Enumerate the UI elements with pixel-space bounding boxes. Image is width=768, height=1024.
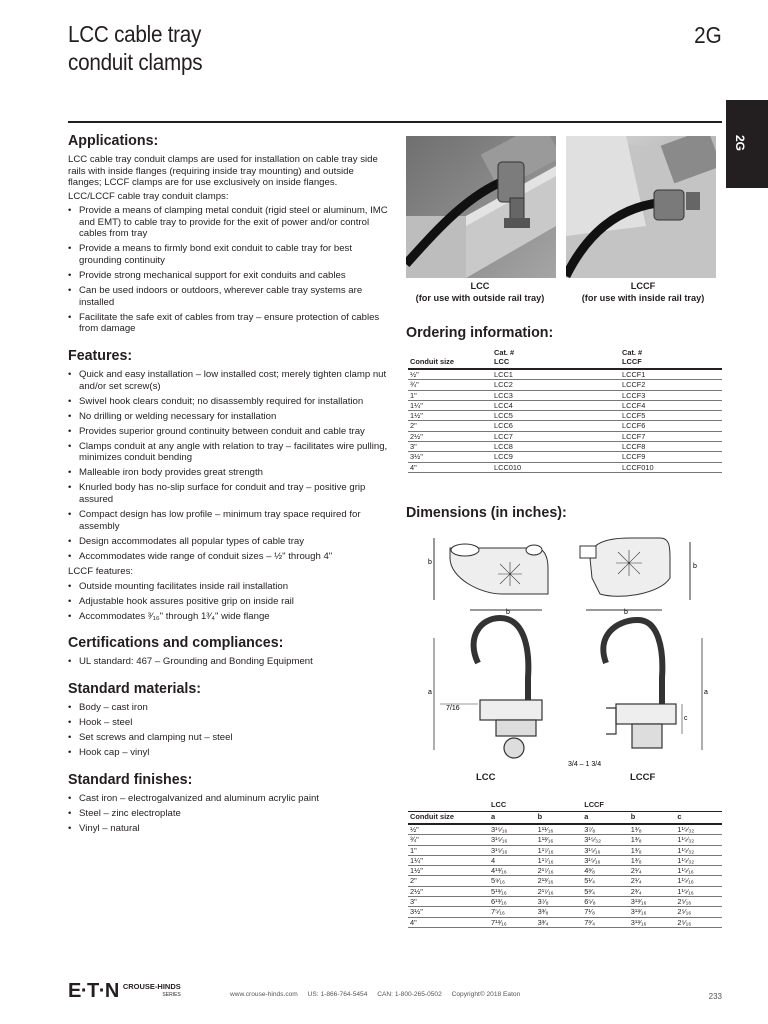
dimensions-table <box>408 800 722 928</box>
table-cell: LCC7 <box>492 431 620 441</box>
can-phone: CAN: 1-800-265-0502 <box>377 991 442 998</box>
lcc-caption-title: LCC <box>470 281 490 291</box>
table-cell: 2¹⁄₄ <box>629 866 676 876</box>
table-cell: 2³⁄₄ <box>629 886 676 896</box>
table-cell: LCC010 <box>492 462 620 472</box>
list-item: • Knurled body has no-slip surface for conduit and tray – positive grip assured <box>68 482 388 505</box>
dim-b-label: b <box>428 559 432 566</box>
lcc-product-photo <box>406 136 556 278</box>
table-cell: LCCF8 <box>620 442 722 452</box>
table-cell: 3¹⁵⁄₁₆ <box>582 855 629 865</box>
table-cell: LCCF9 <box>620 452 722 462</box>
us-phone: US: 1-866-764-5454 <box>307 991 368 998</box>
column-header-lccf-line-2: LCCF <box>622 357 642 366</box>
list-item: • Malleable iron body provides great strength <box>68 467 388 479</box>
list-item: • Quick and easy installation – low installed cost; merely tighten clamp nut and/or set screw(s) <box>68 369 388 392</box>
website-link[interactable]: www.crouse-hinds.com <box>230 991 298 998</box>
table-cell: 1" <box>408 390 492 400</box>
table-cell: 3⁷⁄₈ <box>536 897 583 907</box>
table-cell: 1¹⁵⁄₁₆ <box>675 866 722 876</box>
table-cell: 1³⁄₈ <box>629 845 676 855</box>
table-cell: 1³⁄₈ <box>629 855 676 865</box>
dim-a-label: a <box>704 689 708 696</box>
list-item: • Hook cap – vinyl <box>68 747 388 759</box>
dim-range-label: 3/4 – 1 3/4 <box>568 761 602 768</box>
list-item: • Accommodates ³⁄₁₆" through 1³⁄₄" wide flange <box>68 611 388 623</box>
left-column <box>68 128 388 846</box>
table-cell: 1¹⁵⁄₃₂ <box>675 835 722 845</box>
table-cell: 2½" <box>408 431 492 441</box>
page-footer <box>68 979 722 1002</box>
table-cell: 7¹³⁄₁₆ <box>489 917 536 927</box>
table-cell: LCC1 <box>492 369 620 380</box>
title-divider <box>68 121 722 123</box>
table-cell: 1¼" <box>408 400 492 410</box>
list-item: • Facilitate the safe exit of cables from tray – ensure protection of cables from damage <box>68 312 388 335</box>
crouse-hinds-name: CROUSE-HINDS <box>122 982 181 991</box>
table-cell: 2¹⁷⁄₁₆ <box>536 866 583 876</box>
list-item: • UL standard: 467 – Grounding and Bonding Equipment <box>68 656 388 668</box>
table-cell: LCC5 <box>492 411 620 421</box>
table-cell: 7⁵⁄₁₆ <box>489 907 536 917</box>
footer-contact <box>230 991 528 998</box>
page-title-line-2: conduit clamps <box>68 49 203 75</box>
eaton-wordmark: E·T·N <box>68 979 119 1002</box>
list-item: • Adjustable hook assures positive grip on inside rail <box>68 596 388 608</box>
table-row <box>408 411 722 421</box>
table-cell: LCCF010 <box>620 462 722 472</box>
table-row <box>408 866 722 876</box>
dim-7-16-label: 7/16 <box>446 705 460 712</box>
table-row <box>408 917 722 927</box>
table-cell: 3¹³⁄₁₆ <box>629 897 676 907</box>
column-header-conduit-size: Conduit size <box>410 357 454 366</box>
dim-a-label: a <box>428 689 432 696</box>
dimension-drawings <box>420 528 720 788</box>
table-cell: 3½" <box>408 452 492 462</box>
lccf-drawing-label: LCCF <box>630 772 656 783</box>
applications-intro: LCC cable tray conduit clamps are used for installation on cable tray side rails with inside flanges (requiring inside tray mounting) and outside flanges; LCCF clamps are for use exclusively on inside flanges. <box>68 154 378 189</box>
table-row <box>408 390 722 400</box>
applications-list-intro: LCC/LCCF cable tray conduit clamps: <box>68 191 229 203</box>
table-cell: 1¹⁵⁄₃₂ <box>675 824 722 835</box>
table-row <box>408 452 722 462</box>
table-cell: 2⁵⁄₁₆ <box>675 907 722 917</box>
table-cell: 2¹⁄₄ <box>629 876 676 886</box>
lccf-side-view <box>580 538 690 610</box>
materials-list <box>68 702 388 759</box>
list-item: • Clamps conduit at any angle with relation to tray – facilitates wire pulling, minimizes conduit bending <box>68 441 388 464</box>
table-cell: 1¼" <box>408 855 489 865</box>
applications-heading: Applications: <box>68 132 159 149</box>
lccf-features-intro: LCCF features: <box>68 565 134 577</box>
table-row <box>408 845 722 855</box>
table-cell: 1¹⁵⁄₁₆ <box>675 886 722 896</box>
column-header-lccf <box>620 348 722 369</box>
table-cell: 3³⁄₄ <box>536 917 583 927</box>
dim-b-label: b <box>624 609 628 616</box>
page-number: 233 <box>708 992 722 1001</box>
column-header-b: b <box>630 812 636 821</box>
dim-group-lcc: LCC <box>489 800 582 812</box>
table-cell: LCC3 <box>492 390 620 400</box>
table-cell: LCCF5 <box>620 411 722 421</box>
table-row <box>408 421 722 431</box>
table-row <box>408 907 722 917</box>
finishes-heading: Standard finishes: <box>68 770 193 788</box>
table-cell: 5¹⁄₄ <box>582 876 629 886</box>
table-cell: ¾" <box>408 835 489 845</box>
table-cell: 1½" <box>408 411 492 421</box>
lccf-caption-detail: (for use with inside rail tray) <box>581 293 705 303</box>
list-item: • Can be used indoors or outdoors, wherever cable tray systems are installed <box>68 285 388 308</box>
finishes-list <box>68 793 388 835</box>
features-heading: Features: <box>68 347 133 365</box>
table-cell: LCCF3 <box>620 390 722 400</box>
lcc-drawing-label: LCC <box>476 772 496 783</box>
table-cell: 5⁹⁄₁₆ <box>489 876 536 886</box>
table-cell: LCC8 <box>492 442 620 452</box>
page-title <box>68 20 202 76</box>
side-tab-label: 2G <box>733 134 748 152</box>
finishes-section <box>68 771 388 835</box>
table-cell: LCCF4 <box>620 400 722 410</box>
table-cell: 2½" <box>408 886 489 896</box>
table-cell: LCC6 <box>492 421 620 431</box>
lccf-front-view <box>603 620 702 750</box>
certifications-heading: Certifications and compliances: <box>68 634 284 652</box>
table-cell: 1¹⁵⁄₃₂ <box>675 845 722 855</box>
table-cell: 6⁵⁄₈ <box>582 897 629 907</box>
table-cell: ½" <box>408 824 489 835</box>
table-cell: LCCF1 <box>620 369 722 380</box>
table-cell: 3¹⁵⁄₁₆ <box>489 845 536 855</box>
lcc-side-view <box>434 538 548 610</box>
dimensions-table-body <box>408 824 722 927</box>
table-cell: 1¹³⁄₁₆ <box>536 835 583 845</box>
list-item: • Body – cast iron <box>68 702 388 714</box>
table-cell: 3¹⁵⁄₃₂ <box>582 835 629 845</box>
table-cell: 1¹¹⁄₁₆ <box>536 824 583 835</box>
list-item: • Provide a means to firmly bond exit conduit to cable tray for best grounding continuity <box>68 243 388 266</box>
column-header-lcc-line-1: Cat. # <box>494 348 515 357</box>
table-row <box>408 369 722 380</box>
table-row <box>408 855 722 865</box>
list-item: • Provides superior ground continuity between conduit and cable tray <box>68 426 388 438</box>
dim-b-label: b <box>506 609 510 616</box>
table-cell: 3¹³⁄₁₆ <box>629 907 676 917</box>
table-cell: LCCF6 <box>620 421 722 431</box>
table-cell: 1" <box>408 845 489 855</box>
column-header-b: b <box>537 812 543 821</box>
applications-list <box>68 205 388 335</box>
table-row <box>408 897 722 907</box>
applications-section <box>68 132 388 335</box>
table-row <box>408 400 722 410</box>
table-cell: 2⁵⁄₁₆ <box>675 897 722 907</box>
copyright: Copyright© 2018 Eaton <box>451 991 521 998</box>
table-cell: 5³⁄₄ <box>582 886 629 896</box>
table-cell: 4 <box>489 855 536 865</box>
ordering-heading: Ordering information: <box>406 324 554 341</box>
column-header-a: a <box>491 812 496 821</box>
crouse-hinds-wordmark <box>123 983 181 999</box>
list-item: • Steel – zinc electroplate <box>68 808 388 820</box>
table-cell: 2¹⁷⁄₁₆ <box>536 886 583 896</box>
column-header-c: c <box>677 812 682 821</box>
table-row <box>408 380 722 390</box>
table-cell: 7¹⁄₈ <box>582 907 629 917</box>
lccf-product-photo <box>566 136 716 278</box>
table-cell: 2⁵⁄₁₆ <box>675 917 722 927</box>
table-cell: 4" <box>408 917 489 927</box>
dim-c-label: c <box>684 715 688 722</box>
dimension-diagrams <box>420 528 720 788</box>
table-cell: 4" <box>408 462 492 472</box>
table-cell: 1¹⁵⁄₁₆ <box>675 876 722 886</box>
list-item: • Design accommodates all popular types of cable tray <box>68 536 388 548</box>
table-cell: LCC9 <box>492 452 620 462</box>
lccf-features-list <box>68 581 388 623</box>
lccf-photo-caption <box>570 280 716 304</box>
ordering-table <box>408 348 722 473</box>
table-cell: 5¹³⁄₁₆ <box>489 886 536 896</box>
table-cell: 1¹⁵⁄₃₂ <box>675 855 722 865</box>
table-row <box>408 835 722 845</box>
table-cell: 3" <box>408 897 489 907</box>
column-header-a: a <box>584 812 589 821</box>
column-header-conduit-size: Conduit size <box>410 812 454 821</box>
lcc-photo-caption <box>404 280 556 304</box>
column-header-lcc <box>492 348 620 369</box>
list-item: • Hook – steel <box>68 717 388 729</box>
table-row <box>408 431 722 441</box>
list-item: • Vinyl – natural <box>68 823 388 835</box>
table-row <box>408 876 722 886</box>
certifications-section <box>68 634 388 668</box>
table-cell: 3¹⁵⁄₁₆ <box>582 845 629 855</box>
list-item: • Accommodates wide range of conduit sizes – ½" through 4" <box>68 551 388 563</box>
table-row <box>408 442 722 452</box>
table-cell: 3" <box>408 442 492 452</box>
table-cell: 1½" <box>408 866 489 876</box>
table-row <box>408 462 722 472</box>
logo-series: SERIES <box>162 992 181 998</box>
table-cell: 3½" <box>408 907 489 917</box>
section-code: 2G <box>694 22 722 48</box>
materials-section <box>68 680 388 759</box>
table-cell: 3¹³⁄₁₆ <box>629 917 676 927</box>
eaton-logo <box>68 979 181 1002</box>
page-title-line-1: LCC cable tray <box>68 21 202 47</box>
list-item: • Cast iron – electrogalvanized and aluminum acrylic paint <box>68 793 388 805</box>
ordering-table-body <box>408 369 722 472</box>
table-cell: ¾" <box>408 380 492 390</box>
table-cell: 1¹⁷⁄₁₆ <box>536 845 583 855</box>
table-cell: 4³⁄₈ <box>582 866 629 876</box>
list-item: • Swivel hook clears conduit; no disassembly required for installation <box>68 396 388 408</box>
certifications-list <box>68 656 388 668</box>
table-cell: 1³⁄₈ <box>629 835 676 845</box>
dim-group-lccf: LCCF <box>582 800 722 812</box>
table-cell: 3¹⁵⁄₁₆ <box>489 835 536 845</box>
dimensions-heading: Dimensions (in inches): <box>406 504 567 521</box>
table-cell: ½" <box>408 369 492 380</box>
lcc-caption-detail: (for use with outside rail tray) <box>415 293 545 303</box>
materials-heading: Standard materials: <box>68 679 202 697</box>
list-item: • Provide a means of clamping metal conduit (rigid steel or aluminum, IMC and EMT) to cable tray to provide for the exit of power and/or control cables from tray <box>68 205 388 240</box>
table-row <box>408 886 722 896</box>
table-cell: 1¹⁷⁄₁₆ <box>536 855 583 865</box>
dim-header-spacer <box>408 800 489 812</box>
features-list <box>68 369 388 563</box>
table-cell: LCCF2 <box>620 380 722 390</box>
features-section <box>68 347 388 622</box>
list-item: • Outside mounting facilitates inside rail installation <box>68 581 388 593</box>
table-cell: 3⁷⁄₈ <box>582 824 629 835</box>
table-cell: 2" <box>408 421 492 431</box>
column-header-lcc-line-2: LCC <box>494 357 510 366</box>
table-cell: 7³⁄₄ <box>582 917 629 927</box>
table-cell: 6¹³⁄₁₆ <box>489 897 536 907</box>
product-photos <box>406 128 722 278</box>
list-item: • Set screws and clamping nut – steel <box>68 732 388 744</box>
lccf-caption-title: LCCF <box>630 281 656 291</box>
list-item: • Compact design has low profile – minimum tray space required for assembly <box>68 509 388 532</box>
table-cell: 1³⁄₈ <box>629 824 676 835</box>
table-row <box>408 824 722 835</box>
list-item: • Provide strong mechanical support for exit conduits and cables <box>68 270 388 282</box>
table-cell: 2¹³⁄₁₆ <box>536 876 583 886</box>
side-tab <box>726 100 768 188</box>
table-cell: 2" <box>408 876 489 886</box>
dim-b-label: b <box>693 563 697 570</box>
column-header-lccf-line-1: Cat. # <box>622 348 643 357</box>
table-cell: 3¹⁵⁄₁₆ <box>489 824 536 835</box>
table-cell: LCCF7 <box>620 431 722 441</box>
table-cell: 4¹³⁄₁₆ <box>489 866 536 876</box>
table-cell: LCC2 <box>492 380 620 390</box>
list-item: • No drilling or welding necessary for installation <box>68 411 388 423</box>
table-cell: 3³⁄₈ <box>536 907 583 917</box>
table-cell: LCC4 <box>492 400 620 410</box>
lcc-front-view <box>434 618 542 758</box>
